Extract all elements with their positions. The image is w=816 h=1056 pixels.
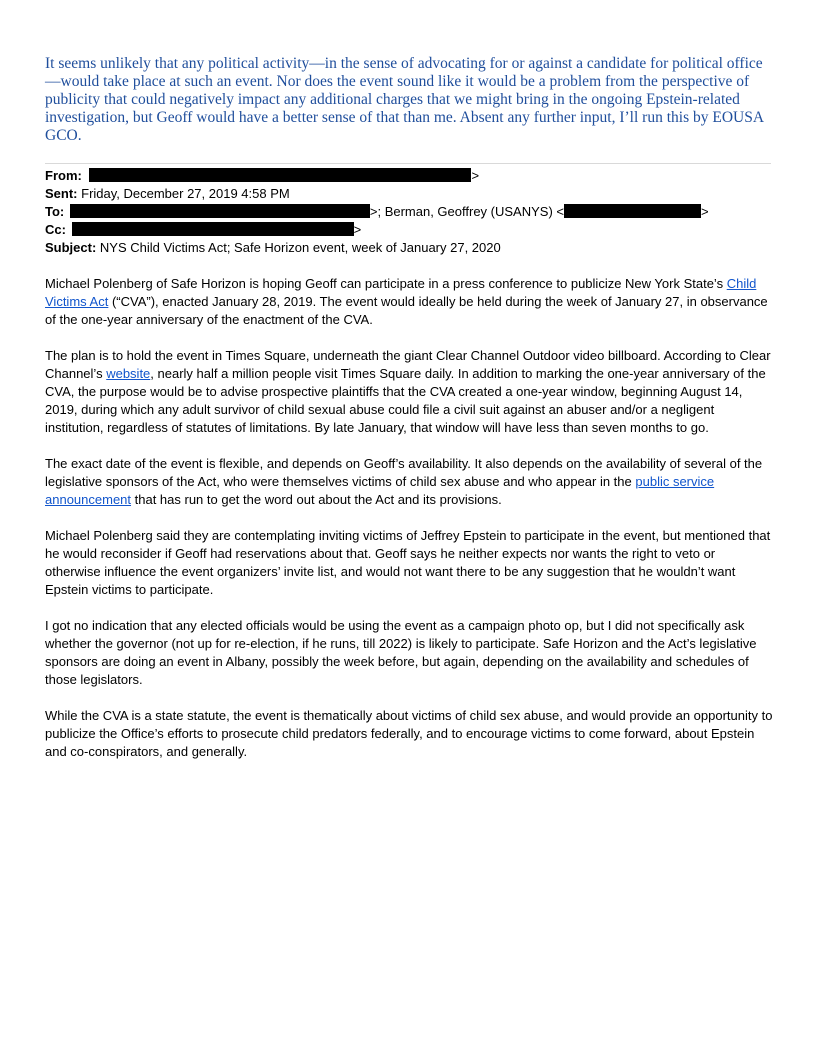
reply-message	[45, 55, 775, 145]
email-body	[45, 275, 773, 779]
body-text: The exact date of the event is flexible, and depends on Geoff’s availability. It also depends on the availability of several of the legislative sponsors of the Act, who were themselves victims of child sex abuse and who appear in the	[45, 456, 763, 489]
header-divider	[45, 163, 771, 164]
body-text: (“CVA”), enacted January 28, 2019. The event would ideally be held during the week of January 27, in observance of the one-year anniversary of the enactment of the CVA.	[45, 294, 768, 327]
subject-value: NYS Child Victims Act; Safe Horizon event, week of January 27, 2020	[99, 240, 501, 255]
cc-suffix: >	[353, 222, 362, 237]
body-text: that has run to get the word out about the Act and its provisions.	[131, 492, 502, 507]
to-row	[45, 203, 775, 221]
from-label: From:	[45, 168, 82, 183]
to-suffix: >	[701, 204, 709, 219]
to-recipients: >; Berman, Geoffrey (USANYS) <	[369, 204, 564, 219]
reply-text: It seems unlikely that any political activity—in the sense of advocating for or against a candidate for political office—would take place at such an event. Nor does the event sound like it would be a problem from the perspective of publicity that could negatively impact any additional charges that we might bring in the ongoing Epstein-related investigation, but Geoff would have a better sense of that than me. Absent any further input, I’ll run this by EOUSA GCO.	[45, 55, 764, 144]
sent-label: Sent:	[45, 186, 78, 201]
sent-row	[45, 185, 775, 203]
redaction-block	[70, 204, 370, 218]
body-text: The plan is to hold the event in Times Square, underneath the giant Clear Channel Outdoor video billboard. According to Clear Channel’s	[45, 348, 771, 381]
body-paragraph	[45, 275, 773, 329]
subject-label: Subject:	[45, 240, 97, 255]
redaction-block	[89, 168, 471, 182]
body-paragraph: While the CVA is a state statute, the event is thematically about victims of child sex abuse, and would provide an opportunity to publicize the Office’s efforts to prosecute child predators federally, and to encourage victims to come forward, about Epstein and co-conspirators, and generally.	[45, 708, 773, 759]
body-paragraph: I got no indication that any elected officials would be using the event as a campaign photo op, but I did not specifically ask whether the governor (not up for re-election, if he runs, till 2022) is likely to participate. Safe Horizon and the Act’s legislative sponsors are doing an event in Albany, possibly the week before, but again, depending on the availability and schedules of those legislators.	[45, 618, 757, 687]
body-text: Michael Polenberg of Safe Horizon is hoping Geoff can participate in a press conference to publicize New York State’s	[45, 276, 727, 291]
body-text: , nearly half a million people visit Times Square daily. In addition to marking the one-year anniversary of the CVA, the purpose would be to advise prospective plaintiffs that the CVA created a one-year window, beginning August 14, 2019, during which any adult survivor of child sexual abuse could file a civil suit against an abuser and/or a negligent institution, regardless of statutes of limitations. By late January, that window will have less than seven months to go.	[45, 366, 766, 435]
redaction-block	[72, 222, 354, 236]
from-row	[45, 167, 775, 185]
sent-value: Friday, December 27, 2019 4:58 PM	[81, 186, 290, 201]
body-paragraph	[45, 455, 773, 509]
cc-row	[45, 221, 775, 239]
subject-row	[45, 239, 775, 257]
cc-label: Cc:	[45, 222, 66, 237]
public-service-announcement-link[interactable]: public service announcement	[45, 474, 715, 507]
body-paragraph: Michael Polenberg said they are contemplating inviting victims of Jeffrey Epstein to participate in the event, but mentioned that he would reconsider if Geoff had reservations about that. Geoff says he neither expects nor wants the right to veto or otherwise influence the event organizers’ invite list, and would not want there to be any suggestion that he wouldn’t want Epstein victims to participate.	[45, 528, 771, 597]
child-victims-act-link[interactable]: Child Victims Act	[45, 276, 757, 309]
website-link[interactable]: website	[106, 366, 151, 381]
redaction-block	[564, 204, 701, 218]
to-label: To:	[45, 204, 65, 219]
from-suffix: >	[471, 168, 480, 183]
body-paragraph	[45, 347, 773, 437]
email-header	[45, 167, 775, 257]
